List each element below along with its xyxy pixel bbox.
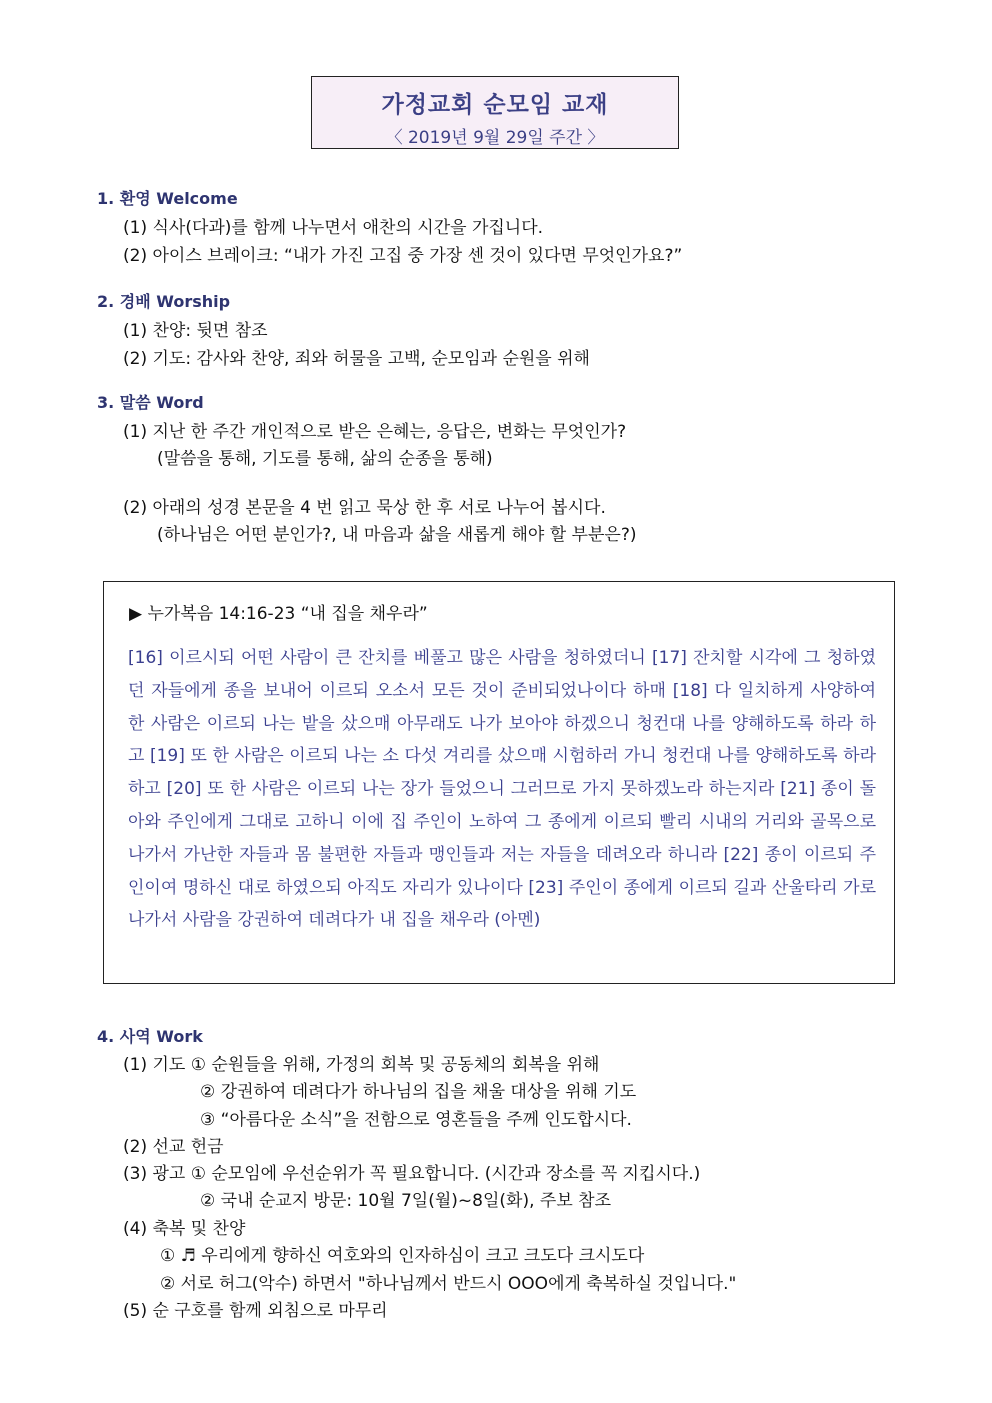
work-prayer-1: (1) 기도 ① 순원들을 위해, 가정의 회복 및 공동체의 회복을 위해 [123, 1055, 600, 1075]
welcome-item-1: (1) 식사(다과)를 함께 나누면서 애찬의 시간을 가집니다. [123, 218, 544, 238]
work-notice-1: (3) 광고 ① 순모임에 우선순위가 꼭 필요합니다. (시간과 장소를 꼭 지킵시다.) [123, 1164, 701, 1184]
title-box [311, 76, 679, 149]
work-closing: (5) 순 구호를 함께 외침으로 마무리 [123, 1301, 388, 1321]
word-question-1: (1) 지난 한 주간 개인적으로 받은 은혜는, 응답은, 변화는 무엇인가? [123, 422, 627, 442]
work-notice-2: ② 국내 순교지 방문: 10월 7일(월)~8일(화), 주보 참조 [200, 1191, 611, 1211]
word-question-2-note: (하나님은 어떤 분인가?, 내 마음과 삶을 새롭게 해야 할 부분은?) [157, 525, 637, 545]
scripture-text: [16] 이르시되 어떤 사람이 큰 잔치를 베풀고 많은 사람을 청하였더니 [17] 잔치할 시각에 그 청하였던 자들에게 종을 보내어 이르되 오소서 모든 것이 준비되었나이다 하매 [18] 다 일치하게 사양하여 한 사람은 이르되 나는 밭을 샀으매 아무래도 나가 보아야 하겠으니 청컨대 나를 양해하도록 하라 하고 [19] 또 한 사람은 이르되 나는 소 다섯 겨리를 샀으매 시험하러 가니 청컨대 나를 양해하도록 하라 하고 [20] 또 한 사람은 이르되 나는 장가 들었으니 그러므로 가지 못하겠노라 하는지라 [21] 종이 돌아와 주인에게 그대로 고하니 이에 집 주인이 노하여 그 종에게 이르되 빨리 시내의 거리와 골목으로 나가서 가난한 자들과 몸 불편한 자들과 맹인들과 저는 자들을 데려오라 하니라 [22] 종이 이르되 주인이여 명하신 대로 하였으되 아직도 자리가 있나이다 [23] 주인이 종에게 이르되 길과 산울타리 가로 나가서 사람을 강권하여 데려다가 내 집을 채우라 (아멘) [128, 648, 876, 931]
work-offering: (2) 선교 헌금 [123, 1137, 224, 1157]
scripture-reference: ▶ 누가복음 14:16-23 “내 집을 채우라” [129, 604, 428, 624]
work-prayer-3: ③ “아름다운 소식”을 전함으로 영혼들을 주께 인도합시다. [200, 1110, 632, 1130]
section-heading-worship: 2. 경배 Worship [97, 292, 231, 311]
page-subtitle: 〈 2019년 9월 29일 주간 〉 [385, 128, 605, 148]
worship-item-1: (1) 찬양: 뒷면 참조 [123, 321, 268, 341]
worship-item-2: (2) 기도: 감사와 찬양, 죄와 허물을 고백, 순모임과 순원을 위해 [123, 349, 590, 369]
work-blessing: (4) 축복 및 찬양 [123, 1219, 246, 1239]
section-heading-welcome: 1. 환영 Welcome [97, 189, 238, 208]
welcome-item-2: (2) 아이스 브레이크: “내가 가진 고집 중 가장 센 것이 있다면 무엇인가요?” [123, 246, 683, 266]
word-question-1-note: (말씀을 통해, 기도를 통해, 삶의 순종을 통해) [157, 449, 493, 469]
scripture-box [103, 581, 895, 984]
section-heading-work: 4. 사역 Work [97, 1027, 203, 1046]
work-blessing-2: ② 서로 허그(악수) 하면서 "하나님께서 반드시 OOO에게 축복하실 것입니다." [160, 1274, 737, 1294]
work-prayer-2: ② 강권하여 데려다가 하나님의 집을 채울 대상을 위해 기도 [200, 1082, 637, 1102]
word-question-2: (2) 아래의 성경 본문을 4 번 읽고 묵상 한 후 서로 나누어 봅시다. [123, 498, 606, 518]
work-blessing-1: ① ♬ 우리에게 향하신 여호와의 인자하심이 크고 크도다 크시도다 [160, 1246, 645, 1266]
section-heading-word: 3. 말씀 Word [97, 393, 204, 412]
page-title: 가정교회 순모임 교재 [381, 92, 609, 118]
